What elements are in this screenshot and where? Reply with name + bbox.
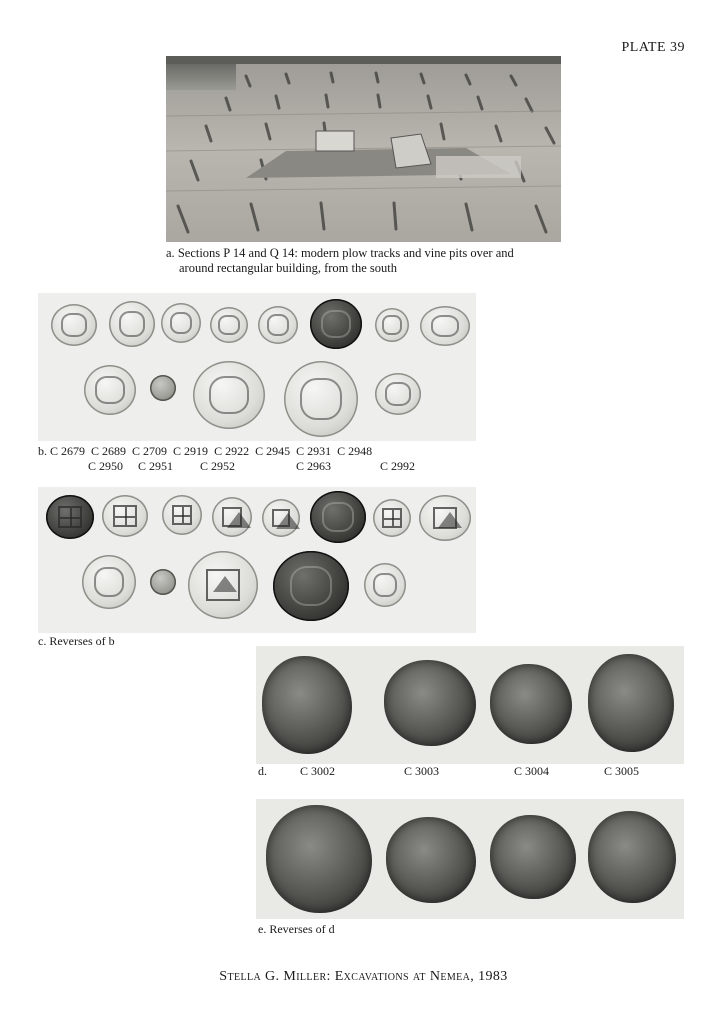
coin-c2679-obverse — [51, 304, 97, 346]
coin-c2679-reverse — [46, 495, 94, 539]
coin-label: C 2709 — [132, 444, 168, 458]
coin-label: C 2679 — [50, 444, 86, 458]
coin-c2922-obverse — [258, 306, 298, 344]
figure-d-letter: d. — [258, 764, 267, 778]
figure-a-caption-line2: around rectangular building, from the south — [179, 261, 397, 275]
coin-label: C 3004 — [514, 764, 550, 778]
coin-c2992-reverse — [364, 563, 406, 607]
coin-label: C 2950 — [88, 459, 124, 473]
footer-year: 1983 — [478, 969, 508, 984]
bronze-panel-obverses — [256, 646, 684, 764]
coin-c3005-reverse — [588, 811, 676, 903]
figure-a-caption-line1: Sections P 14 and Q 14: modern plow tracks and vine pits over and — [177, 246, 514, 260]
coin-c2919-reverse — [212, 497, 252, 537]
excavation-photo — [166, 56, 561, 242]
figure-b-row2 — [38, 459, 468, 474]
coin-c2952-reverse — [188, 551, 258, 619]
footer-title: Excavations at Nemea — [334, 969, 471, 984]
coin-c2948-obverse — [420, 306, 470, 346]
coin-label: C 2952 — [200, 459, 236, 473]
coin-c3004-obverse — [490, 664, 572, 744]
coin-c2922-reverse — [262, 499, 300, 537]
figure-b-row1 — [38, 444, 468, 459]
coin-c2689-reverse — [102, 495, 148, 537]
coin-label: C 2992 — [380, 459, 416, 473]
coin-c2945-reverse — [310, 491, 366, 543]
coin-label: C 3003 — [404, 764, 440, 778]
coin-c2919-obverse — [210, 307, 248, 343]
coin-label: C 2963 — [296, 459, 332, 473]
figure-b-caption — [38, 444, 468, 474]
coin-c3003-obverse — [384, 660, 476, 746]
coin-c2945-obverse — [310, 299, 362, 349]
coin-c3004-reverse — [490, 815, 576, 899]
coin-c2963-obverse — [284, 361, 358, 437]
page-footer: Stella G. Miller: Excavations at Nemea, 1983 — [219, 969, 508, 984]
coin-label: C 2689 — [91, 444, 127, 458]
coin-c2951-obverse — [150, 375, 176, 401]
coin-label: C 2948 — [337, 444, 373, 458]
coin-c2709-reverse — [162, 495, 202, 535]
coin-c2992-obverse — [375, 373, 421, 415]
bronze-panel-reverses — [256, 799, 684, 919]
coin-c3002-obverse — [262, 656, 352, 754]
coin-panel-reverses — [38, 487, 476, 633]
coin-label: C 2951 — [138, 459, 174, 473]
coin-c2689-obverse — [109, 301, 155, 347]
coin-c3003-reverse — [386, 817, 476, 903]
figure-d-caption — [256, 764, 684, 780]
coin-c2931-reverse — [373, 499, 411, 537]
coin-c2709-obverse — [161, 303, 201, 343]
figure-a-caption — [166, 246, 514, 276]
coin-c2931-obverse — [375, 308, 409, 342]
coin-label: C 2931 — [296, 444, 332, 458]
coin-c2963-reverse — [273, 551, 349, 621]
figure-b-letter: b. — [38, 444, 47, 458]
coin-c2950-reverse — [82, 555, 136, 609]
coin-c3002-reverse — [266, 805, 372, 913]
coin-c3005-obverse — [588, 654, 674, 752]
coin-label: C 3005 — [604, 764, 640, 778]
coin-panel-obverses — [38, 293, 476, 441]
coin-label: C 3002 — [300, 764, 336, 778]
figure-a-letter: a. — [166, 246, 175, 260]
coin-label: C 2919 — [173, 444, 209, 458]
coin-label: C 2945 — [255, 444, 291, 458]
coin-label: C 2922 — [214, 444, 250, 458]
coin-c2951-reverse — [150, 569, 176, 595]
footer-author: Stella G. Miller — [219, 969, 327, 984]
figure-e-caption: e. Reverses of d — [258, 922, 335, 936]
plate-label: PLATE 39 — [621, 40, 685, 55]
coin-c2948-reverse — [419, 495, 471, 541]
figure-c-caption: c. Reverses of b — [38, 634, 115, 648]
coin-c2950-obverse — [84, 365, 136, 415]
coin-c2952-obverse — [193, 361, 265, 429]
